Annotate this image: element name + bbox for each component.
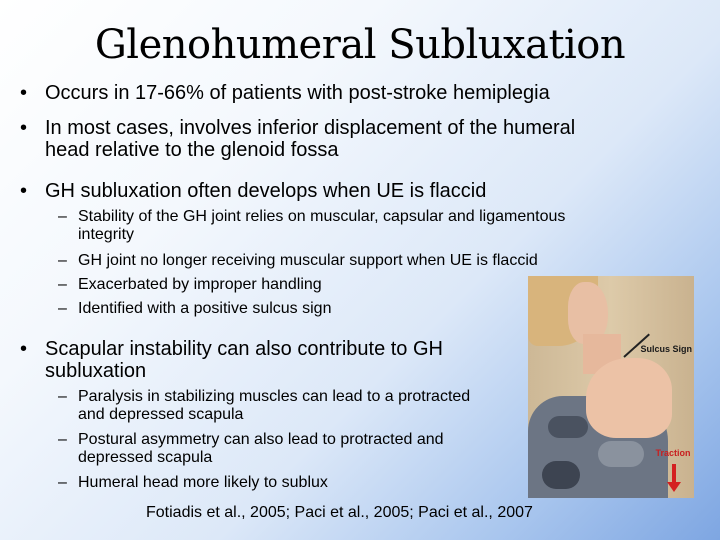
bullet-marker: • [20, 117, 28, 139]
sub-bullet-marker: – [58, 276, 67, 293]
bullet-marker: • [20, 82, 28, 104]
traction-label: Traction [655, 448, 691, 458]
sulcus-sign-label: Sulcus Sign [640, 344, 692, 354]
sub-bullet-marker: – [58, 474, 67, 491]
bullet-flaccid [20, 180, 486, 202]
sub-bullet-postural-asymmetry [58, 431, 498, 467]
sub-bullet-no-support [58, 252, 698, 270]
sub-bullet-paralysis [58, 388, 478, 424]
bullet-text: Scapular instability can also contribute to GH subluxation [45, 338, 443, 382]
sub-bullet-marker: – [58, 300, 67, 317]
bullet-text: In most cases, involves inferior displacement of the humeral head relative to the glenoid fossa [45, 117, 576, 161]
citation: Fotiadis et al., 2005; Paci et al., 2005; Paci et al., 2007 [146, 504, 533, 521]
shirt-pattern [598, 441, 644, 467]
sub-bullet-marker: – [58, 388, 67, 405]
sub-bullet-text: Stability of the GH joint relies on muscular, capsular and ligamentous integrity [78, 208, 566, 243]
bullet-text: Occurs in 17-66% of patients with post-stroke hemiplegia [45, 82, 550, 104]
traction-arrowhead-icon [667, 482, 681, 492]
sub-bullet-text: Humeral head more likely to sublux [78, 474, 328, 491]
bullet-marker: • [20, 338, 28, 360]
sub-bullet-text: GH joint no longer receiving muscular support when UE is flaccid [78, 252, 538, 269]
sub-bullet-text: Exacerbated by improper handling [78, 276, 322, 293]
sub-bullet-marker: – [58, 208, 67, 225]
bullet-inferior-displacement [20, 117, 620, 161]
traction-arrow-icon [672, 464, 676, 484]
sub-bullet-marker: – [58, 431, 67, 448]
sub-bullet-text: Identified with a positive sulcus sign [78, 300, 332, 317]
sub-bullet-marker: – [58, 252, 67, 269]
bullet-incidence [20, 82, 550, 104]
bullet-marker: • [20, 180, 28, 202]
sub-bullet-text: Paralysis in stabilizing muscles can lead to a protracted and depressed scapula [78, 388, 471, 423]
shirt-pattern [548, 416, 588, 438]
sub-bullet-text: Postural asymmetry can also lead to protracted and depressed scapula [78, 431, 444, 466]
sulcus-sign-photo [528, 276, 694, 498]
sub-bullet-sulcus-sign [58, 300, 331, 318]
patient-shoulder [586, 358, 672, 438]
shirt-pattern [542, 461, 580, 489]
bullet-scapular-instability [20, 338, 525, 382]
bullet-text: GH subluxation often develops when UE is flaccid [45, 180, 487, 202]
sub-bullet-handling [58, 276, 322, 294]
sub-bullet-stability [58, 208, 598, 244]
slide-title: Glenohumeral Subluxation [94, 22, 626, 68]
sub-bullet-sublux [58, 474, 328, 492]
